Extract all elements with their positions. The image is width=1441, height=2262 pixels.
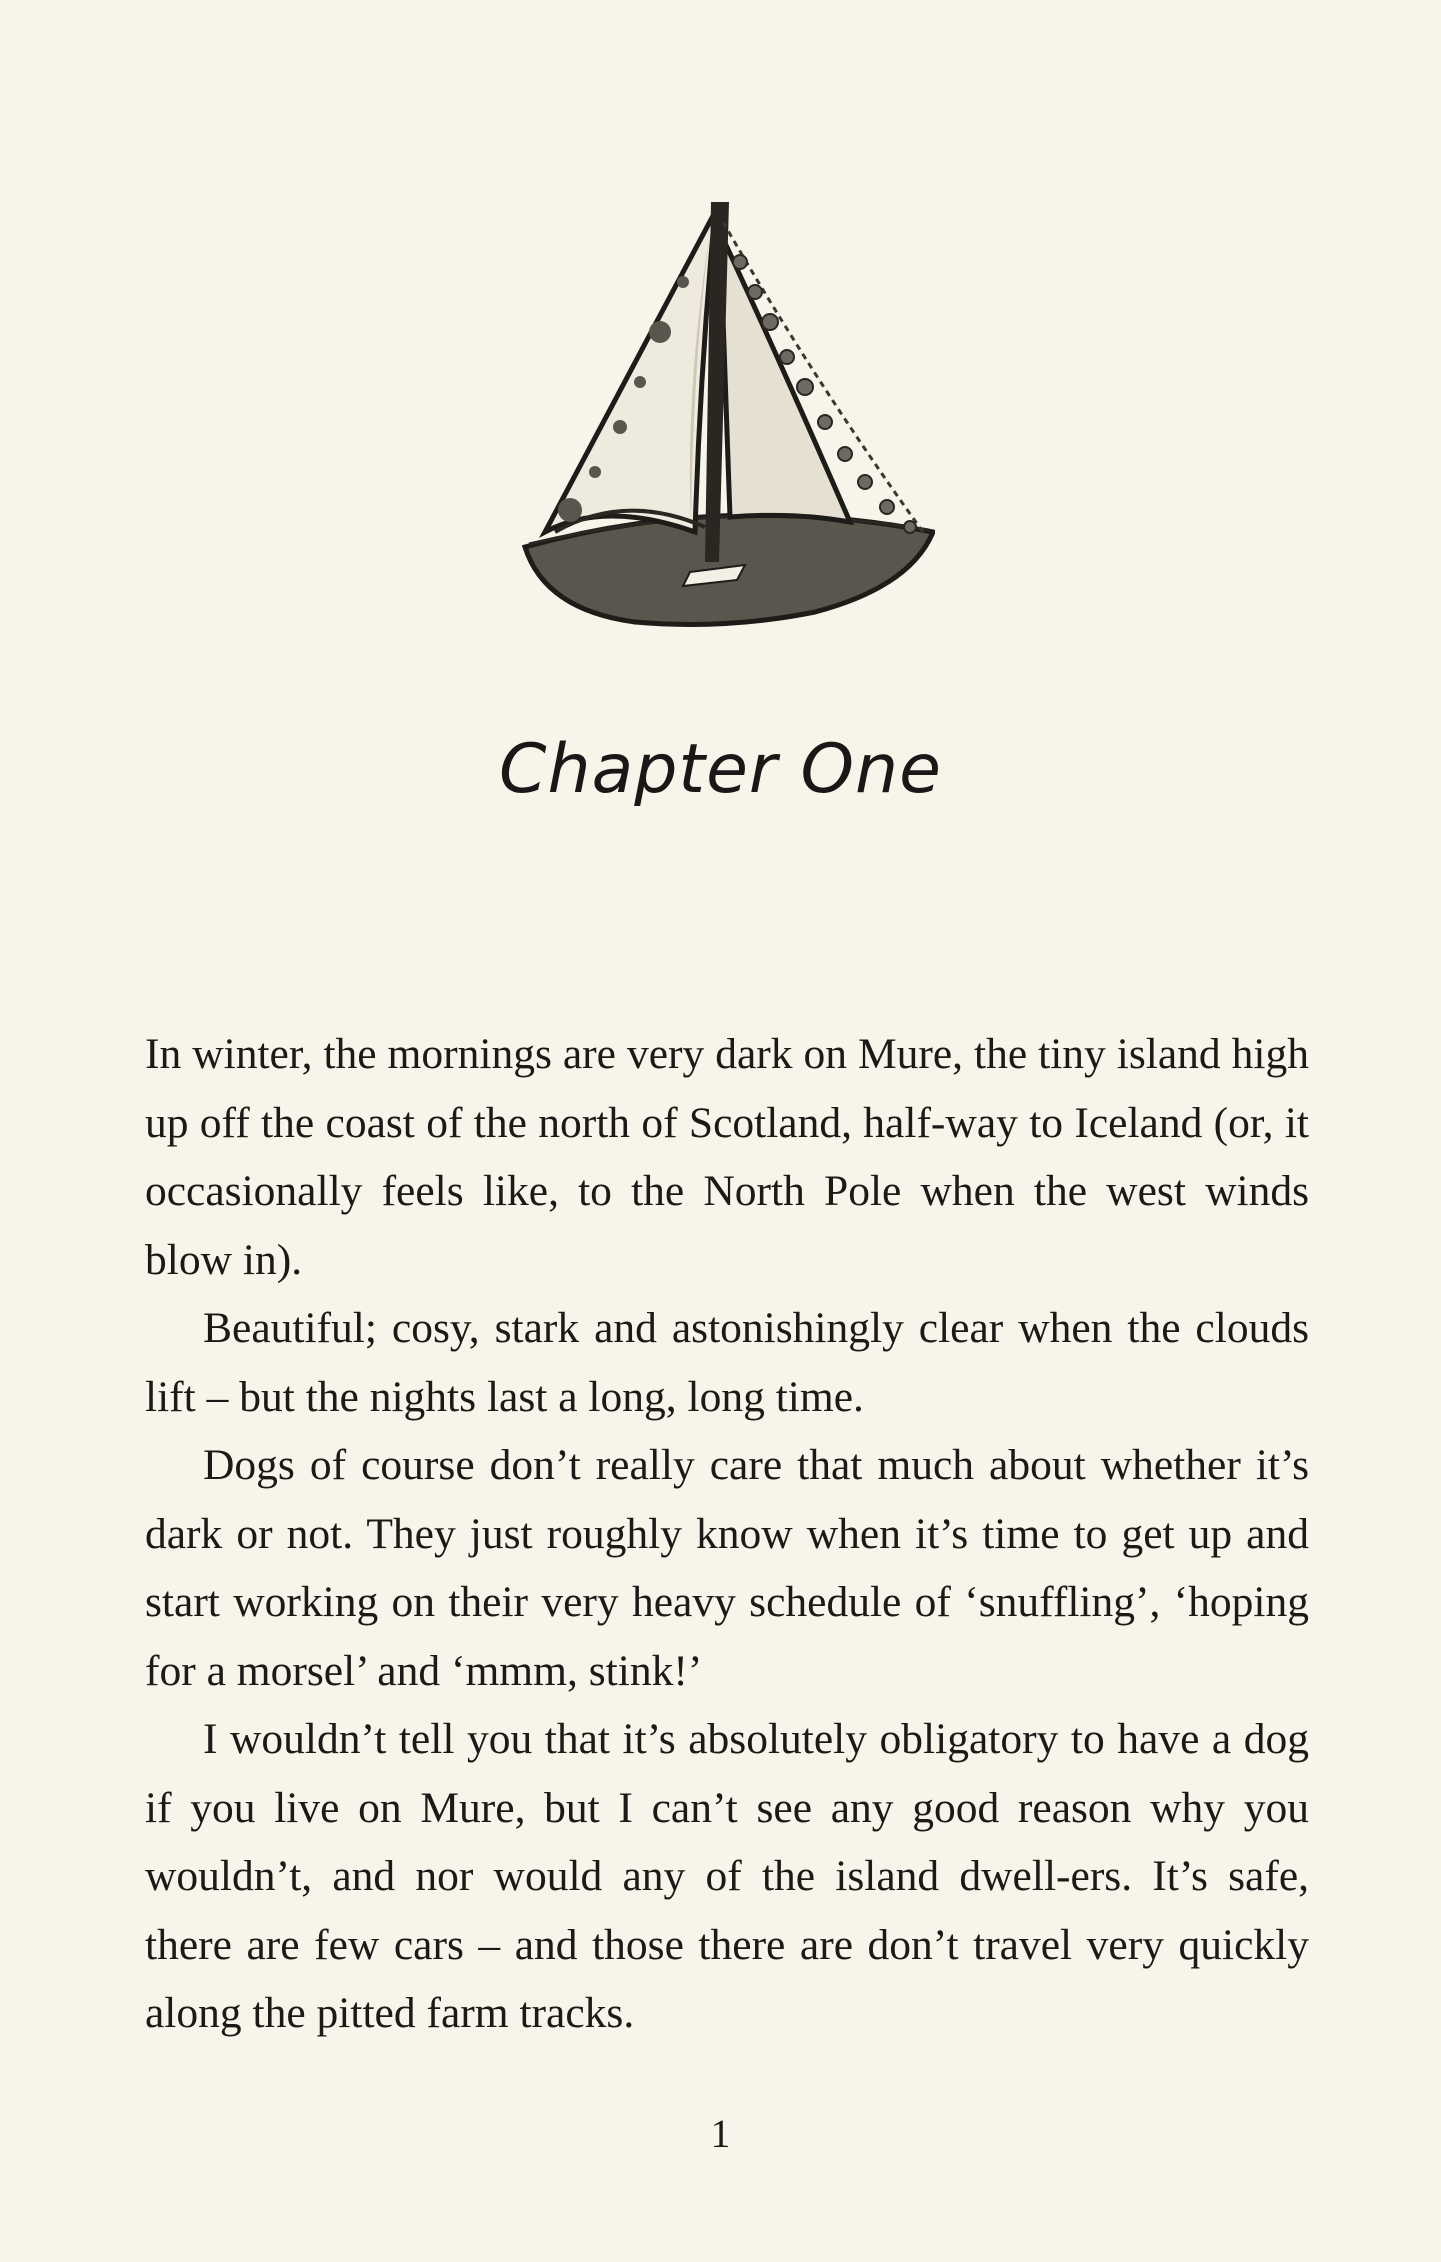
- paragraph: In winter, the mornings are very dark on Mure, the tiny island high up off the coast of the north of Scotland, half-way to Iceland (or, it occasionally feels like, to the North Pole when the west winds blow in).: [145, 1030, 1309, 1284]
- chapter-body: [145, 1020, 1309, 2048]
- chapter-title: Chapter One: [499, 730, 942, 809]
- sailboat-icon: [515, 192, 935, 632]
- paragraph: I wouldn’t tell you that it’s absolutely obligatory to have a dog if you live on Mure, but I can’t see any good reason why you wouldn’t, and nor would any of the island dwell-ers. It’s safe, there are few cars – and those there are don’t travel very quickly along the pitted farm tracks.: [145, 1715, 1309, 2037]
- paragraph: Beautiful; cosy, stark and astonishingly clear when the clouds lift – but the nights last a long, long time.: [145, 1304, 1309, 1421]
- page-number: 1: [710, 2111, 731, 2156]
- paragraph: Dogs of course don’t really care that much about whether it’s dark or not. They just roughly know when it’s time to get up and start working on their very heavy schedule of ‘snuffling’, ‘hoping for a morsel’ and ‘mmm, stink!’: [145, 1441, 1309, 1695]
